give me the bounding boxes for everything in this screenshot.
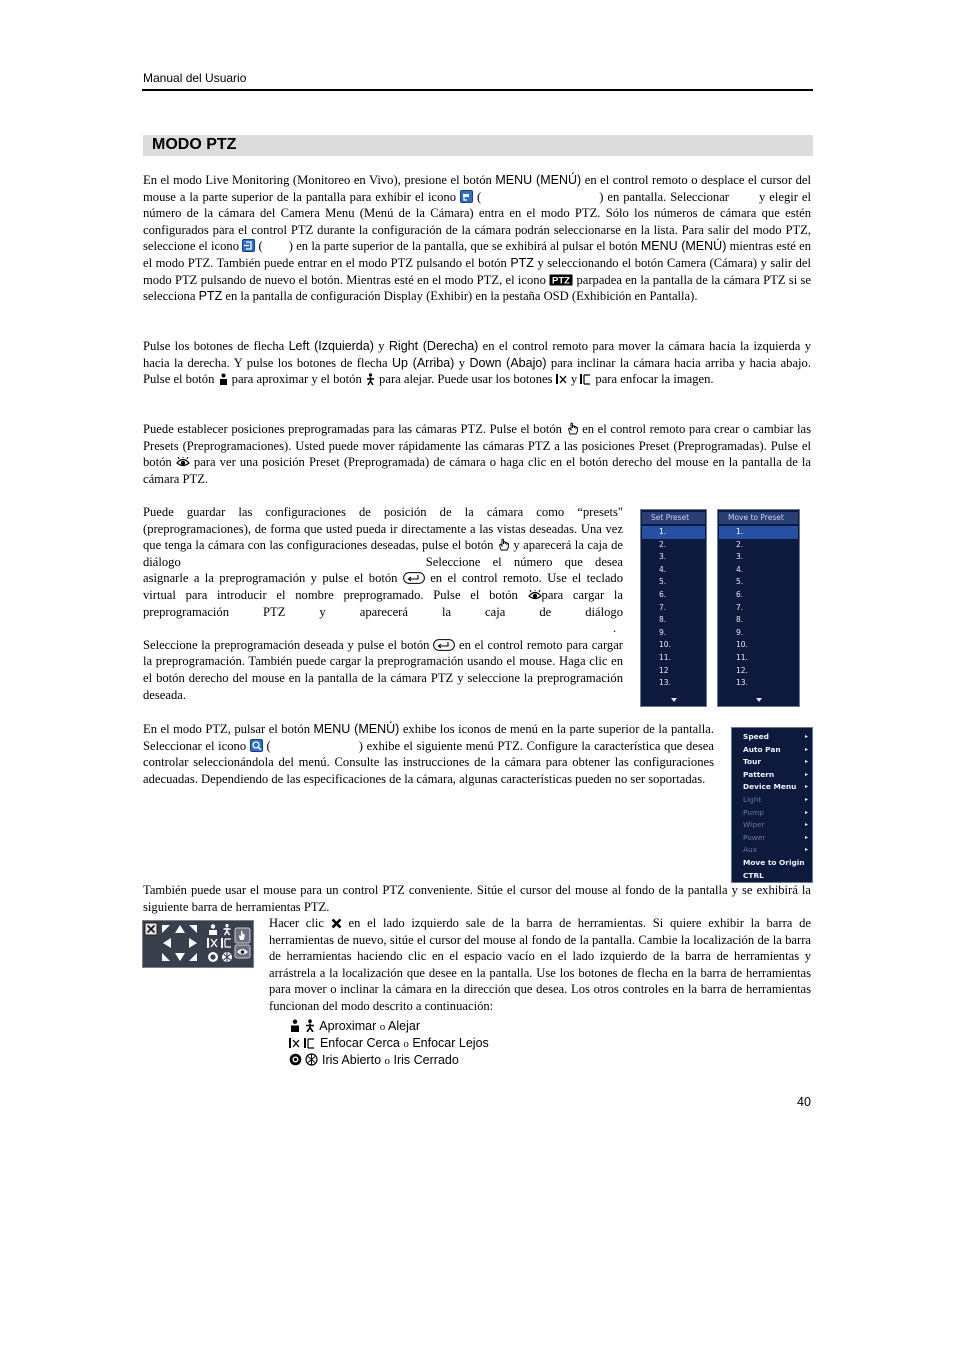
preset-item[interactable]: 2. <box>736 539 744 549</box>
preset-item[interactable]: 12 <box>659 665 669 675</box>
close-x-icon[interactable] <box>145 923 157 935</box>
ptz-menu-icon <box>250 739 263 752</box>
ptz-menu-item[interactable] <box>732 794 812 807</box>
ptz-menu-item[interactable] <box>732 769 812 782</box>
ptz-menu-item[interactable] <box>732 832 812 845</box>
hand-preset-icon <box>497 538 510 551</box>
preset-item[interactable]: 4. <box>736 564 744 574</box>
page-number: 40 <box>797 1095 811 1109</box>
submenu-arrow-icon: ▸ <box>804 758 808 766</box>
preset-item[interactable]: 8. <box>736 615 744 625</box>
preset-item[interactable]: 8. <box>659 615 667 625</box>
preset-item[interactable]: 10. <box>659 640 671 650</box>
set-preset-button[interactable] <box>235 928 250 943</box>
view-preset-button[interactable] <box>235 945 250 958</box>
ptz-menu-item-label: Device Menu <box>743 782 797 792</box>
ptz-menu-item-label: CTRL <box>743 870 764 880</box>
ptz-menu-item[interactable] <box>732 857 812 870</box>
ptz-menu-item-label: Pattern <box>743 769 775 779</box>
ptz-menu-list <box>732 731 812 882</box>
ptz-menu-item[interactable] <box>732 870 812 883</box>
legend-iris: Iris Abierto o Iris Cerrado <box>289 1053 459 1067</box>
submenu-arrow-icon: ▸ <box>804 783 808 791</box>
ptz-menu-item-label: Wiper <box>743 820 765 830</box>
set-preset-list <box>642 526 705 690</box>
preset-item[interactable]: 1. <box>719 526 798 539</box>
focus-far-icon <box>304 1037 316 1049</box>
preset-item[interactable]: 3. <box>659 552 667 562</box>
submenu-arrow-icon: ▸ <box>804 846 808 854</box>
ptz-menu-item[interactable] <box>732 731 812 744</box>
preset-item[interactable]: 13. <box>736 678 748 688</box>
submenu-arrow-icon: ▸ <box>804 833 808 841</box>
ptz-badge-icon <box>549 274 573 286</box>
paragraph-presets: Puede establecer posiciones preprogramadas para las cámaras PTZ. Pulse el botón en el control remoto para crear o cambiar las Presets (Preprogramaciones). Usted puede mover rápidamente las cámaras PTZ a las posiciones Preset (Preprogramadas). Pulse el botón para ver una posición Preset (Preprogramada) de cámara o haga clic en el botón derecho del mouse en la pantalla de la cámara PTZ. <box>143 422 811 486</box>
legend-focus: Enfocar Cerca o Enfocar Lejos <box>289 1036 489 1050</box>
zoom-out-icon <box>365 373 376 385</box>
paragraph-toolbar-desc: Hacer clic en el lado izquierdo sale de la barra de herramientas. Si quiere exhibir la barra de herramientas de nuevo, sitúe el cursor del mouse al fondo de la pantalla. Cambie la localización de la barra de herramientas haciendo clic en el espacio vacío en el lado izquierdo de la barra de herramientas y arrástrela a la localización que desee en la pantalla. Use los botones de flecha en la barra de herramientas para mover o inclinar la cámara en la dirección que desea. Los otros controles en la barra de herramientas funcionan del modo descrito a continuación: <box>269 916 811 1013</box>
page-header: Manual del Usuario <box>143 71 247 85</box>
ptz-menu-item-label: Light <box>743 794 762 804</box>
iris-close-icon <box>305 1053 318 1066</box>
preset-item[interactable]: 10. <box>736 640 748 650</box>
preset-item[interactable]: 1. <box>642 526 705 539</box>
preset-item[interactable]: 9. <box>736 627 744 637</box>
hand-preset-icon <box>566 422 579 435</box>
preset-item[interactable]: 5. <box>736 577 744 587</box>
preset-item[interactable]: 11. <box>736 652 748 662</box>
scroll-down-arrow-icon[interactable] <box>671 698 677 702</box>
eye-preset-icon <box>528 590 542 601</box>
ptz-menu-item[interactable] <box>732 756 812 769</box>
preset-item[interactable]: 6. <box>736 589 744 599</box>
paragraph-save-presets: Puede guardar las configuraciones de posición de la cámara como “presets" (preprogramaciones), de forma que usted pueda ir directamente a las vistas deseadas. Una vez que tenga la cámara con las configuraciones deseadas, pulse el botón y aparecerá la caja de diálogo Seleccione el número que desea asignarle a la preprogramación y pulse el botón en el control remoto. Use el teclado virtual para introducir el nombre preprogramado. Pulse el botón para cargar la preprogramación PTZ y aparecerá la caja de diálogo. Seleccione la preprogramación deseada y pulse el botón en el control remoto para cargar la preprogramación. También puede cargar la preprogramación usando el mouse. Haga clic en el botón derecho del mouse en la pantalla de la cámara PTZ y seleccione la preprogramación deseada. <box>143 505 623 702</box>
section-bar <box>143 135 813 156</box>
submenu-arrow-icon: ▸ <box>804 821 808 829</box>
move-to-preset-dialog[interactable] <box>717 509 800 707</box>
ptz-menu-item-label: Move to Origin <box>743 857 805 867</box>
ptz-menu-item-label: Aux <box>743 845 758 855</box>
ptz-menu-item[interactable] <box>732 807 812 820</box>
eye-preset-icon <box>176 457 190 468</box>
ptz-menu-item[interactable] <box>732 781 812 794</box>
preset-item[interactable]: 13. <box>659 678 671 688</box>
ptz-menu-item[interactable] <box>732 819 812 832</box>
preset-item[interactable]: 12. <box>736 665 748 675</box>
enter-key-icon <box>433 639 455 651</box>
close-x-icon <box>331 918 342 929</box>
submenu-arrow-icon: ▸ <box>804 795 808 803</box>
svg-text:PTZ: PTZ <box>552 275 571 286</box>
preset-item[interactable]: 7. <box>659 602 667 612</box>
paragraph-ptz-menu: En el modo PTZ, pulsar el botón MENU (MENÚ) exhibe los iconos de menú en la parte superior de la pantalla. Seleccionar el icono ( ) exhibe el siguiente menú PTZ. Configure la característica que desea controlar seleccionándola del menú. Consulte las instrucciones de la cámara para obtener las configuraciones adecuadas. Dependiendo de las especificaciones de la cámara, algunas características pueden no ser soportadas. <box>143 722 714 786</box>
submenu-arrow-icon: ▸ <box>804 733 808 740</box>
zoom-in-icon <box>289 1019 301 1032</box>
camera-ptz-icon <box>460 190 473 203</box>
paragraph-pan-tilt: Pulse los botones de flecha Left (Izquierda) y Right (Derecha) en el control remoto para mover la cámara hacia la izquierda y hacia la derecha. Y pulse los botones de flecha Up (Arriba) y Down (Abajo) para inclinar la cámara hacia arriba y hacia abajo. Pulse el botón para aproximar y el botón para alejar. Puede usar los botones y para enfocar la imagen. <box>143 339 812 387</box>
header-rule <box>142 89 813 91</box>
focus-far-icon <box>580 373 592 385</box>
set-preset-dialog[interactable] <box>640 509 707 707</box>
iris-open-icon <box>289 1053 302 1066</box>
preset-item[interactable]: 5. <box>659 577 667 587</box>
legend-zoom: Aproximar o Alejar <box>289 1019 420 1033</box>
scroll-down-arrow-icon[interactable] <box>756 698 762 702</box>
preset-item[interactable]: 11. <box>659 652 671 662</box>
ptz-menu-item[interactable] <box>732 744 812 757</box>
iris-open-icon[interactable] <box>208 952 218 962</box>
iris-close-icon[interactable] <box>222 952 232 962</box>
preset-item[interactable]: 4. <box>659 564 667 574</box>
preset-item[interactable]: 3. <box>736 552 744 562</box>
submenu-arrow-icon: ▸ <box>804 770 808 778</box>
section-title: MODO PTZ <box>152 136 237 153</box>
submenu-arrow-icon: ▸ <box>804 808 808 816</box>
zoom-out-icon <box>304 1019 316 1032</box>
ptz-menu-item-label: Pump <box>743 807 764 817</box>
enter-key-icon <box>403 572 425 584</box>
ptz-menu[interactable] <box>731 727 813 883</box>
ptz-menu-item-label: Auto Pan <box>743 744 781 754</box>
ptz-menu-item-label: Speed <box>743 732 769 741</box>
set-preset-title: Set Preset <box>642 512 705 524</box>
ptz-menu-item-label: Tour <box>743 757 762 767</box>
preset-item[interactable]: 6. <box>659 589 667 599</box>
focus-near-icon <box>289 1037 301 1049</box>
move-to-preset-title: Move to Preset <box>719 512 798 524</box>
preset-item[interactable]: 2. <box>659 539 667 549</box>
preset-item[interactable]: 9. <box>659 627 667 637</box>
paragraph-ptz-intro: En el modo Live Monitoring (Monitoreo en Vivo), presione el botón MENU (MENÚ) en el control remoto o desplace el cursor del mouse a la parte superior de la pantalla para exhibir el icono ( ) en pantalla. Seleccionar y elegir el número de la cámara del Camera Menu (Menú de la Cámara) entra en el modo PTZ. Sólo los números de cámara que estén configurados para el control PTZ durante la configuración de la cámara podrán seleccionarse en la lista. Para salir del modo PTZ, seleccione el icono ( ) en la parte superior de la pantalla, que se exhibirá al pulsar el botón MENU (MENÚ) mientras esté en el modo PTZ. También puede entrar en el modo PTZ pulsando el botón PTZ y seleccionando el botón Camera (Cámara) y salir del modo PTZ pulsando de nuevo el botón. Mientras esté en el modo PTZ, el icono PTZ parpadea en la pantalla de la cámara PTZ si se selecciona PTZ en la pantalla de configuración Display (Exhibir) en la pestaña OSD (Exhibición en Pantalla). <box>143 173 811 304</box>
zoom-in-icon <box>218 373 229 385</box>
preset-item[interactable]: 7. <box>736 602 744 612</box>
submenu-arrow-icon: ▸ <box>804 745 808 753</box>
move-to-preset-list <box>719 526 798 690</box>
ptz-toolbar[interactable] <box>142 920 254 968</box>
paragraph-mouse-toolbar: También puede usar el mouse para un control PTZ conveniente. Sitúe el cursor del mouse al fondo de la pantalla y se exhibirá la siguiente barra de herramientas PTZ. <box>143 883 811 914</box>
exit-ptz-icon <box>242 239 255 252</box>
focus-near-icon <box>556 373 568 385</box>
ptz-menu-item[interactable] <box>732 844 812 857</box>
ptz-menu-item-label: Power <box>743 832 766 842</box>
